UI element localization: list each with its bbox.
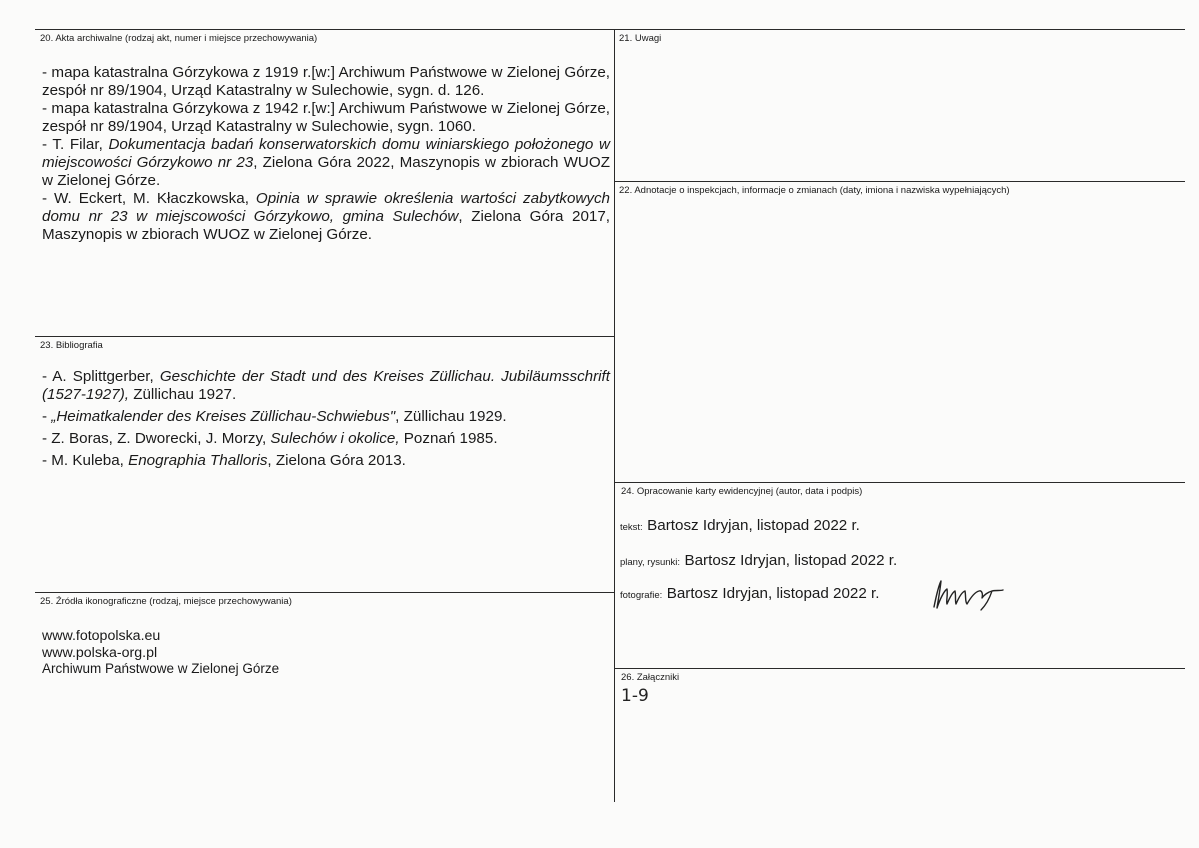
divider-s24-s26 bbox=[614, 668, 1185, 669]
s25-iconographic-sources bbox=[42, 628, 279, 678]
s23-label: 23. Bibliografia bbox=[40, 340, 103, 351]
source-line: Archiwum Państwowe w Zielonej Górze bbox=[42, 661, 280, 676]
bibliography-entry: - A. Splittgerber, Geschichte der Stadt und des Kreises Züllichau. Jubiläumsschrift (1527-1927), Züllichau 1927. bbox=[42, 368, 610, 403]
author-row-text bbox=[620, 517, 860, 535]
author-row-value: Bartosz Idryjan, listopad 2022 r. bbox=[666, 585, 880, 602]
s20-entry: - T. Filar, Dokumentacja badań konserwatorskich domu winiarskiego położonego w miejscowości Górzykowo nr 23, Zielona Góra 2022, Maszynopis w zbiorach WUOZ w Zielonej Górze. bbox=[42, 136, 610, 189]
author-row-key: tekst: bbox=[620, 522, 643, 533]
s26-label: 26. Załączniki bbox=[621, 672, 680, 683]
s20-archival-records bbox=[42, 64, 610, 244]
s21-label: 21. Uwagi bbox=[619, 33, 662, 44]
s22-label: 22. Adnotacje o inspekcjach, informacje o zmianach (daty, imiona i nazwiska wypełniających) bbox=[619, 185, 1010, 196]
divider-s23-s25 bbox=[35, 592, 615, 593]
author-row-value: Bartosz Idryjan, listopad 2022 r. bbox=[647, 517, 860, 534]
divider-s20-s23 bbox=[35, 336, 615, 337]
author-row-photos bbox=[620, 585, 879, 603]
author-row-key: fotografie: bbox=[620, 590, 663, 601]
top-border bbox=[35, 29, 1185, 30]
author-row-key: plany, rysunki: bbox=[620, 557, 681, 568]
source-line: www.polska-org.pl bbox=[42, 644, 158, 661]
s23-bibliography bbox=[42, 368, 610, 474]
source-line: www.fotopolska.eu bbox=[42, 628, 161, 644]
s24-label: 24. Opracowanie karty ewidencyjnej (autor, data i podpis) bbox=[621, 486, 863, 497]
bibliography-entry: - „Heimatkalender des Kreises Züllichau-Schwiebus", Züllichau 1929. bbox=[42, 408, 507, 425]
author-row-value: Bartosz Idryjan, listopad 2022 r. bbox=[684, 552, 898, 569]
signature-image bbox=[926, 577, 1006, 613]
attachments-handwritten: 1-9 bbox=[621, 686, 649, 706]
column-divider bbox=[614, 29, 615, 802]
divider-s21-s22 bbox=[614, 181, 1185, 182]
s20-entry: - mapa katastralna Górzykowa z 1919 r.[w:] Archiwum Państwowe w Zielonej Górze, zespół nr 89/1904, Urząd Katastralny w Sulechowie, sygn. d. 126. bbox=[42, 64, 610, 99]
author-row-plans bbox=[620, 552, 897, 570]
s25-label: 25. Źródła ikonograficzne (rodzaj, miejsce przechowywania) bbox=[40, 596, 292, 607]
s20-label: 20. Akta archiwalne (rodzaj akt, numer i miejsce przechowywania) bbox=[40, 33, 318, 44]
bibliography-entry: - M. Kuleba, Enographia Thalloris, Zielona Góra 2013. bbox=[42, 452, 406, 469]
s20-entry: - W. Eckert, M. Kłaczkowska, Opinia w sprawie określenia wartości zabytkowych domu nr 23 w miejscowości Górzykowo, gmina Sulechów, Zielona Góra 2017, Maszynopis w zbiorach WUOZ w Zielonej Górze. bbox=[42, 190, 611, 243]
bibliography-entry: - Z. Boras, Z. Dworecki, J. Morzy, Sulechów i okolice, Poznań 1985. bbox=[42, 430, 498, 447]
s20-entry: - mapa katastralna Górzykowa z 1942 r.[w:] Archiwum Państwowe w Zielonej Górze, zespół nr 89/1904, Urząd Katastralny w Sulechowie, sygn. 1060. bbox=[42, 100, 610, 135]
divider-s22-s24 bbox=[614, 482, 1185, 483]
